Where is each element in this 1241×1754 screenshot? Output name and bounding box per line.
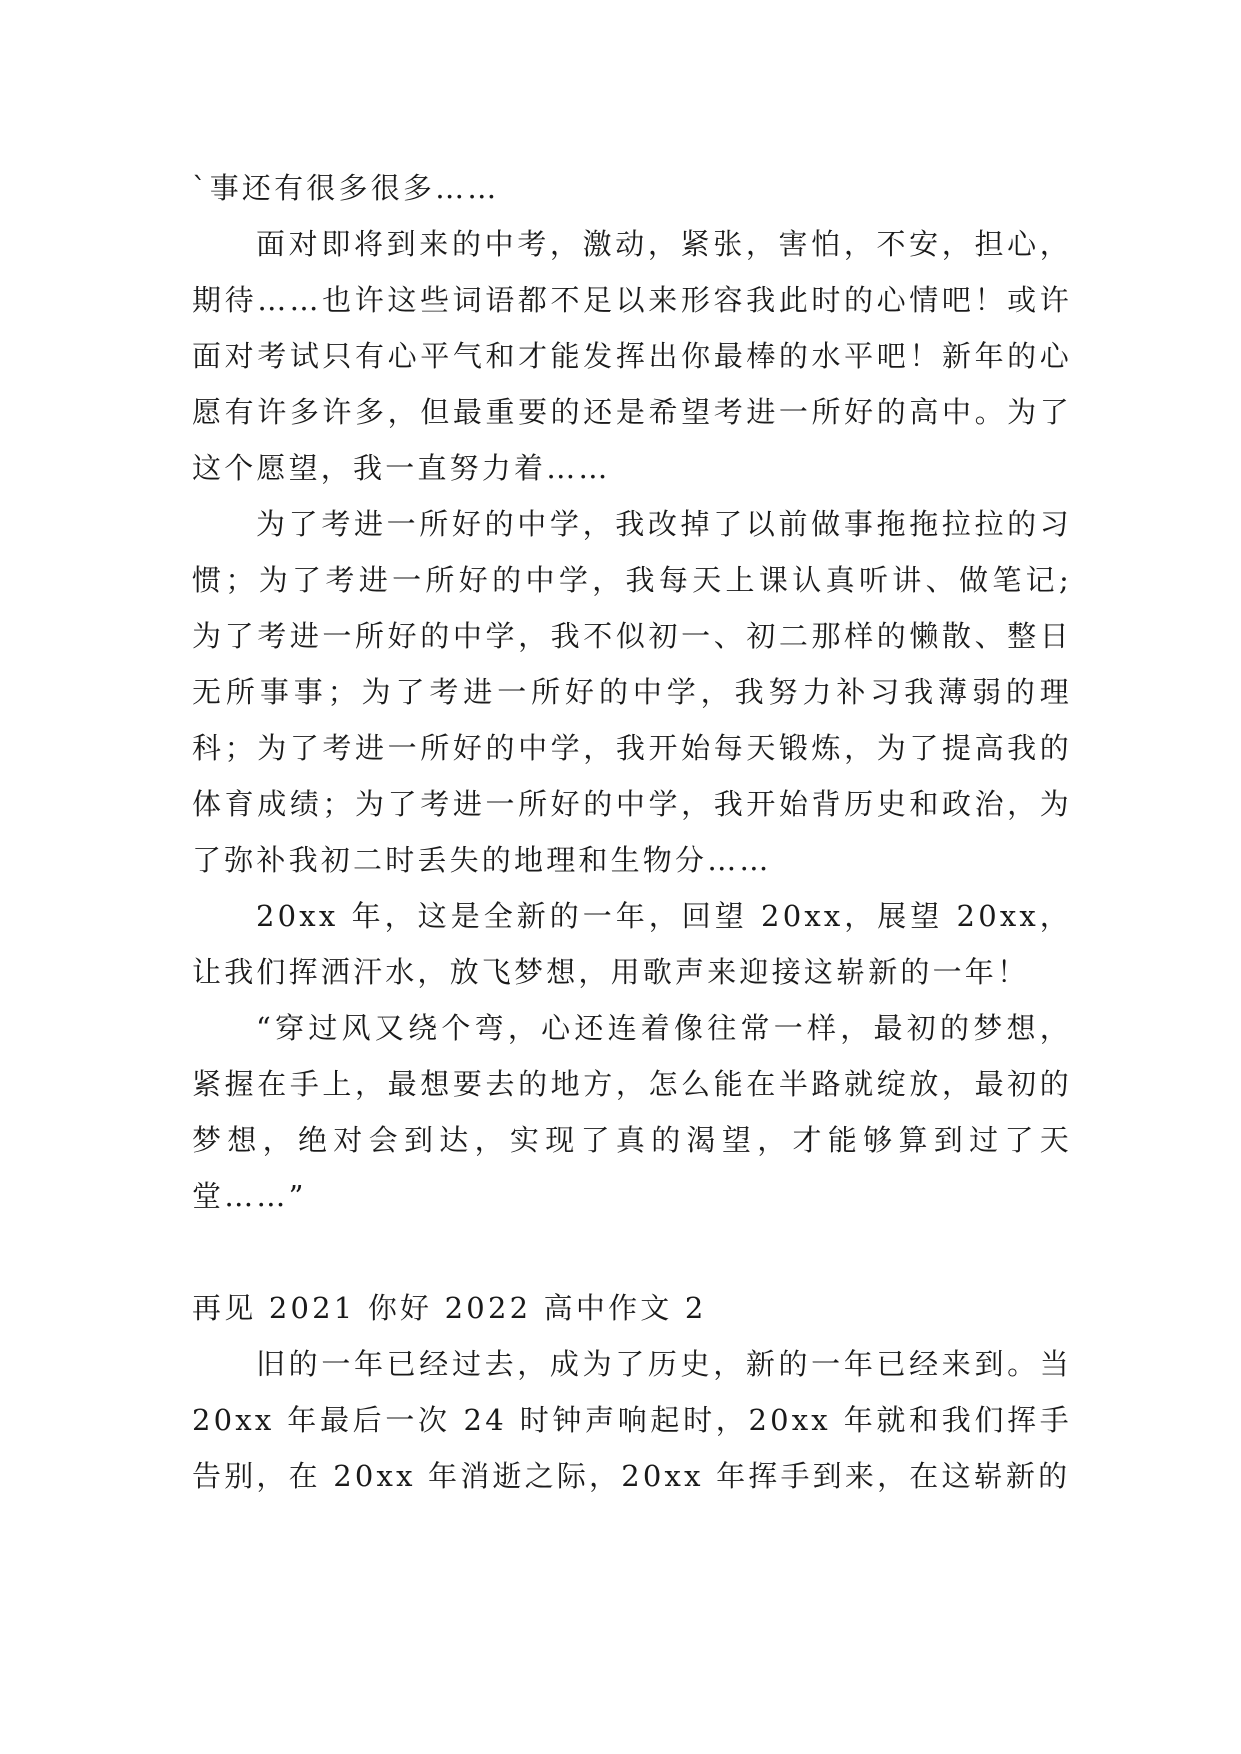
section-heading: 再见 2021 你好 2022 高中作文 2 xyxy=(192,1291,707,1325)
paragraph-6: 旧的一年已经过去，成为了历史，新的一年已经来到。当 20xx 年最后一次 24 时钟声响起时，20xx 年就和我们挥手告别，在 20xx 年消逝之际，20xx 年挥手到来，在这崭新的 xyxy=(192,1347,1072,1493)
paragraph-3: 为了考进一所好的中学，我改掉了以前做事拖拖拉拉的习惯；为了考进一所好的中学，我每天上课认真听讲、做笔记;为了考进一所好的中学，我不似初一、初二那样的懒散、整日无所事事；为了考进一所好的中学，我努力补习我薄弱的理科；为了考进一所好的中学，我开始每天锻炼，为了提高我的体育成绩；为了考进一所好的中学，我开始背历史和政治，为了弥补我初二时丢失的地理和生物分…… xyxy=(192,507,1072,877)
section-gap xyxy=(192,1224,1072,1280)
paragraph-1: `事还有很多很多…… xyxy=(192,171,500,205)
document-body xyxy=(192,160,1072,1504)
paragraph-2: 面对即将到来的中考，激动，紧张，害怕，不安，担心，期待……也许这些词语都不足以来形容我此时的心情吧！或许面对考试只有心平气和才能发挥出你最棒的水平吧！新年的心愿有许多许多，但最重要的还是希望考进一所好的高中。为了这个愿望，我一直努力着…… xyxy=(192,227,1072,485)
paragraph-4: 20xx 年，这是全新的一年，回望 20xx，展望 20xx，让我们挥洒汗水，放飞梦想，用歌声来迎接这崭新的一年！ xyxy=(192,899,1072,989)
paragraph-5-lyrics-quote: “穿过风又绕个弯，心还连着像往常一样，最初的梦想，紧握在手上，最想要去的地方，怎么能在半路就绽放，最初的梦想，绝对会到达，实现了真的渴望，才能够算到过了天堂……” xyxy=(192,1011,1072,1213)
